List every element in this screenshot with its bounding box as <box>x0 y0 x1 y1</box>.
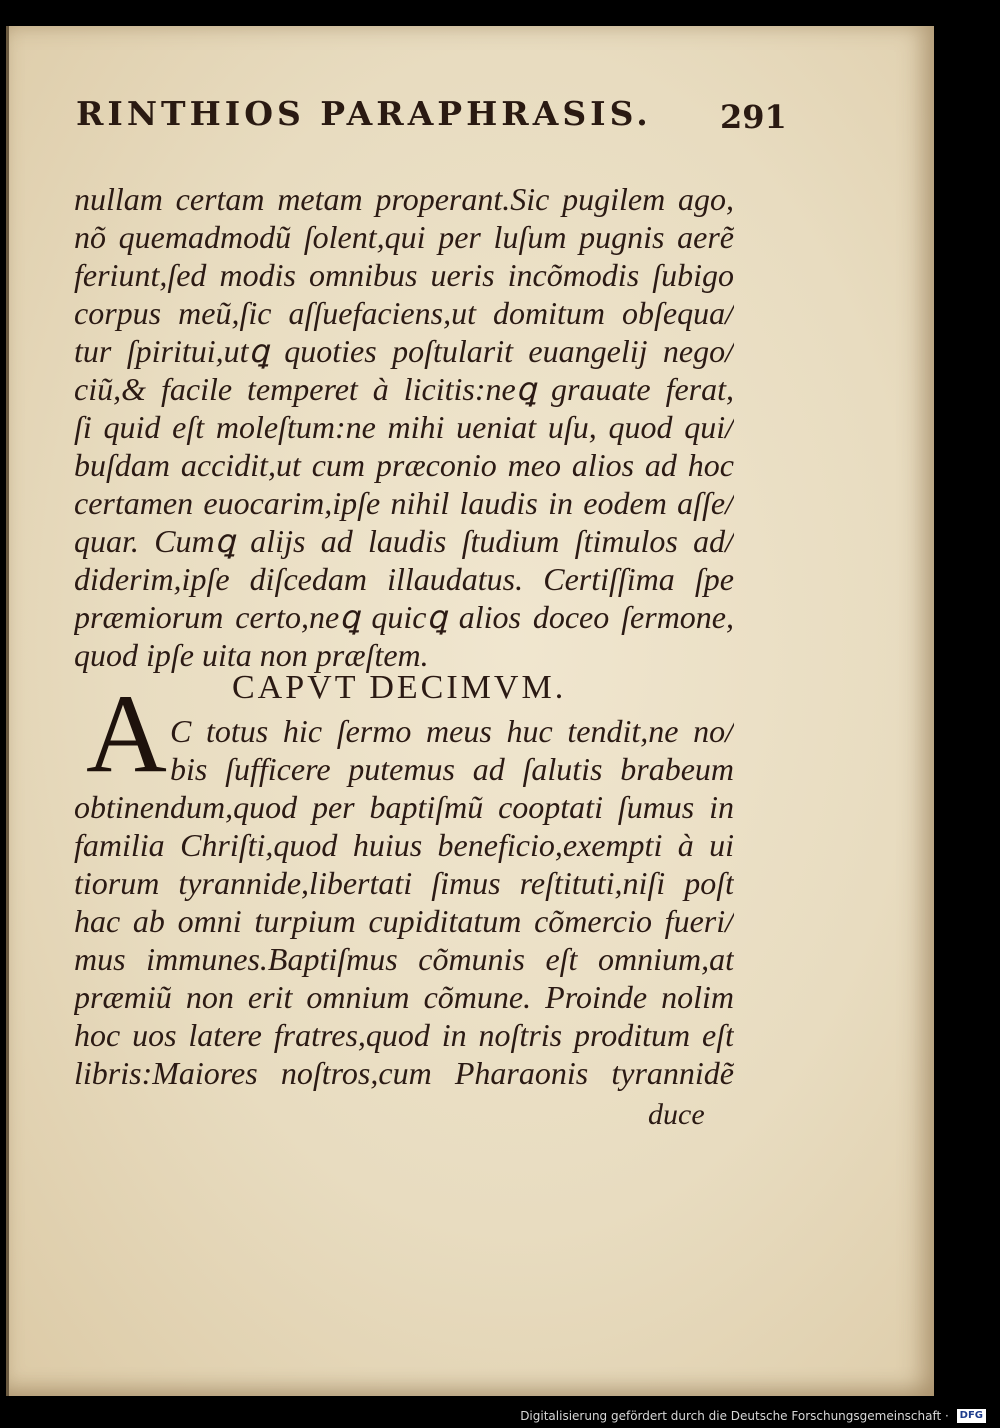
text-line: præmiũ non erit omnium cõmune. Proinde nolim <box>74 979 734 1015</box>
text-line: nõ quemadmodũ ſolent,qui per luſum pugnis aerẽ <box>74 219 734 255</box>
chapter-text <box>74 712 734 1092</box>
text-line: quod ipſe uita non præſtem. <box>74 637 429 673</box>
text-line: tiorum tyrannide,libertati ſimus reſtituti,niſi poſt <box>74 865 734 901</box>
text-line: certamen euocarim,ipſe nihil laudis in eodem aſſe/ <box>74 485 734 521</box>
catchword: duce <box>648 1098 705 1131</box>
digitization-footer <box>520 1406 986 1424</box>
text-line: præmiorum certo,neꝗ quicꝗ alios doceo ſermone, <box>74 599 734 635</box>
text-line: hac ab omni turpium cupiditatum cõmercio fueri/ <box>74 903 734 939</box>
text-line: buſdam accidit,ut cum præconio meo alios ad hoc <box>74 447 734 483</box>
text-line: mus immunes.Baptiſmus cõmunis eſt omnium,at <box>74 941 734 977</box>
text-line: quar. Cumꝗ alijs ad laudis ſtudium ſtimulos ad/ <box>74 523 734 559</box>
text-line: libris:Maiores noſtros,cum Pharaonis tyrannidẽ <box>74 1055 734 1091</box>
page-edge <box>6 26 9 1396</box>
text-line: obtinendum,quod per baptiſmũ cooptati ſumus in <box>74 789 734 825</box>
text-line: bis ſufficere putemus ad ſalutis brabeum <box>170 751 734 787</box>
text-line: ciũ,& facile temperet à licitis:neꝗ grauate ferat, <box>74 371 734 407</box>
text-line: nullam certam metam properant.Sic pugilem ago, <box>74 181 734 217</box>
text-line: tur ſpiritui,utꝗ quoties poſtularit euangelij nego/ <box>74 333 734 369</box>
dfg-logo-icon: DFG <box>957 1409 986 1423</box>
text-line: ſi quid eſt moleſtum:ne mihi ueniat uſu, quod qui/ <box>74 409 734 445</box>
text-line: corpus meũ,ſic aſſuefaciens,ut domitum obſequa/ <box>74 295 734 331</box>
drop-cap-initial: A <box>86 672 167 796</box>
footer-credit: Digitalisierung gefördert durch die Deutsche Forschungsgemeinschaft · <box>520 1408 949 1423</box>
text-line: feriunt,ſed modis omnibus ueris incõmodis ſubigo <box>74 257 734 293</box>
page-header <box>76 92 787 140</box>
text-line: C totus hic ſermo meus huc tendit,ne no/ <box>170 713 734 749</box>
text-line: diderim,ipſe diſcedam illaudatus. Certiſſima ſpe <box>74 561 734 597</box>
body-text <box>74 180 734 674</box>
running-head: RINTHIOS PARAPHRASIS. <box>76 94 652 133</box>
text-line: hoc uos latere fratres,quod in noſtris proditum eſt <box>74 1017 734 1053</box>
page-number: 291 <box>720 98 787 136</box>
chapter-heading: CAPVT DECIMVM. <box>232 669 567 706</box>
text-line: familia Chriſti,quod huius beneficio,exempti à ui <box>74 827 734 863</box>
